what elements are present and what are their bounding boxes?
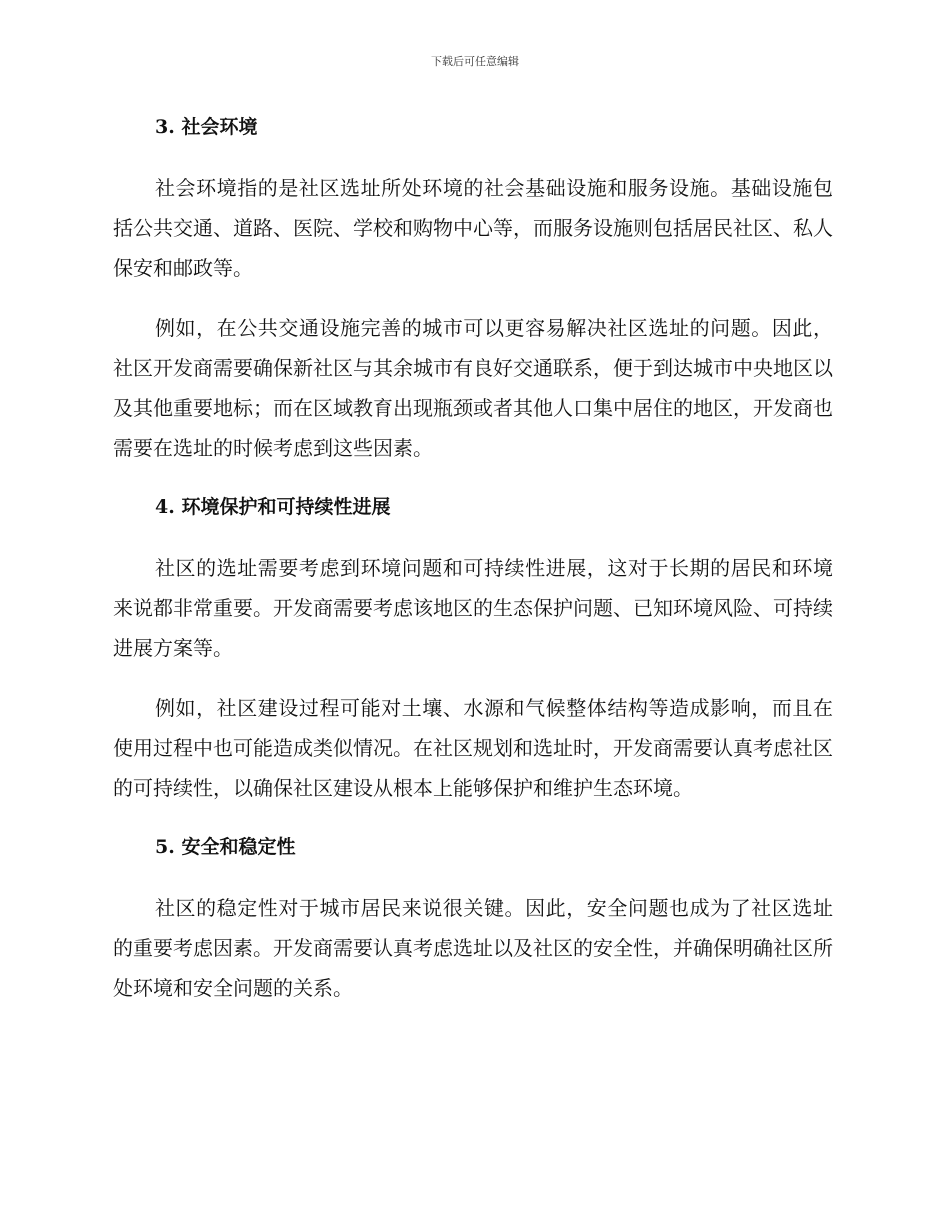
page-header: 下载后可任意编辑 — [431, 55, 519, 68]
section-environmental-protection — [113, 488, 833, 808]
section-heading: 5. 安全和稳定性 — [155, 836, 296, 858]
paragraph: 社区的选址需要考虑到环境问题和可持续性进展，这对于长期的居民和环境来说都非常重要。开发商需要考虑该地区的生态保护问题、已知环境风险、可持续进展方案等。 — [113, 556, 833, 660]
section-social-environment — [113, 108, 833, 468]
paragraph: 例如，在公共交通设施完善的城市可以更容易解决社区选址的问题。因此，社区开发商需要确保新社区与其余城市有良好交通联系，便于到达城市中央地区以及其他重要地标；而在区域教育出现瓶颈或者其他人口集中居住的地区，开发商也需要在选址的时候考虑到这些因素。 — [113, 316, 833, 460]
paragraph: 社会环境指的是社区选址所处环境的社会基础设施和服务设施。基础设施包括公共交通、道路、医院、学校和购物中心等，而服务设施则包括居民社区、私人保安和邮政等。 — [113, 176, 833, 280]
section-safety-stability — [113, 828, 833, 1008]
paragraph: 社区的稳定性对于城市居民来说很关键。因此，安全问题也成为了社区选址的重要考虑因素。开发商需要认真考虑选址以及社区的安全性，并确保明确社区所处环境和安全问题的关系。 — [113, 896, 833, 1000]
section-heading: 4. 环境保护和可持续性进展 — [155, 496, 391, 518]
document-body — [113, 108, 833, 1028]
paragraph: 例如，社区建设过程可能对土壤、水源和气候整体结构等造成影响，而且在使用过程中也可能造成类似情况。在社区规划和选址时，开发商需要认真考虑社区的可持续性，以确保社区建设从根本上能够保护和维护生态环境。 — [113, 696, 833, 800]
section-heading: 3. 社会环境 — [155, 116, 258, 138]
